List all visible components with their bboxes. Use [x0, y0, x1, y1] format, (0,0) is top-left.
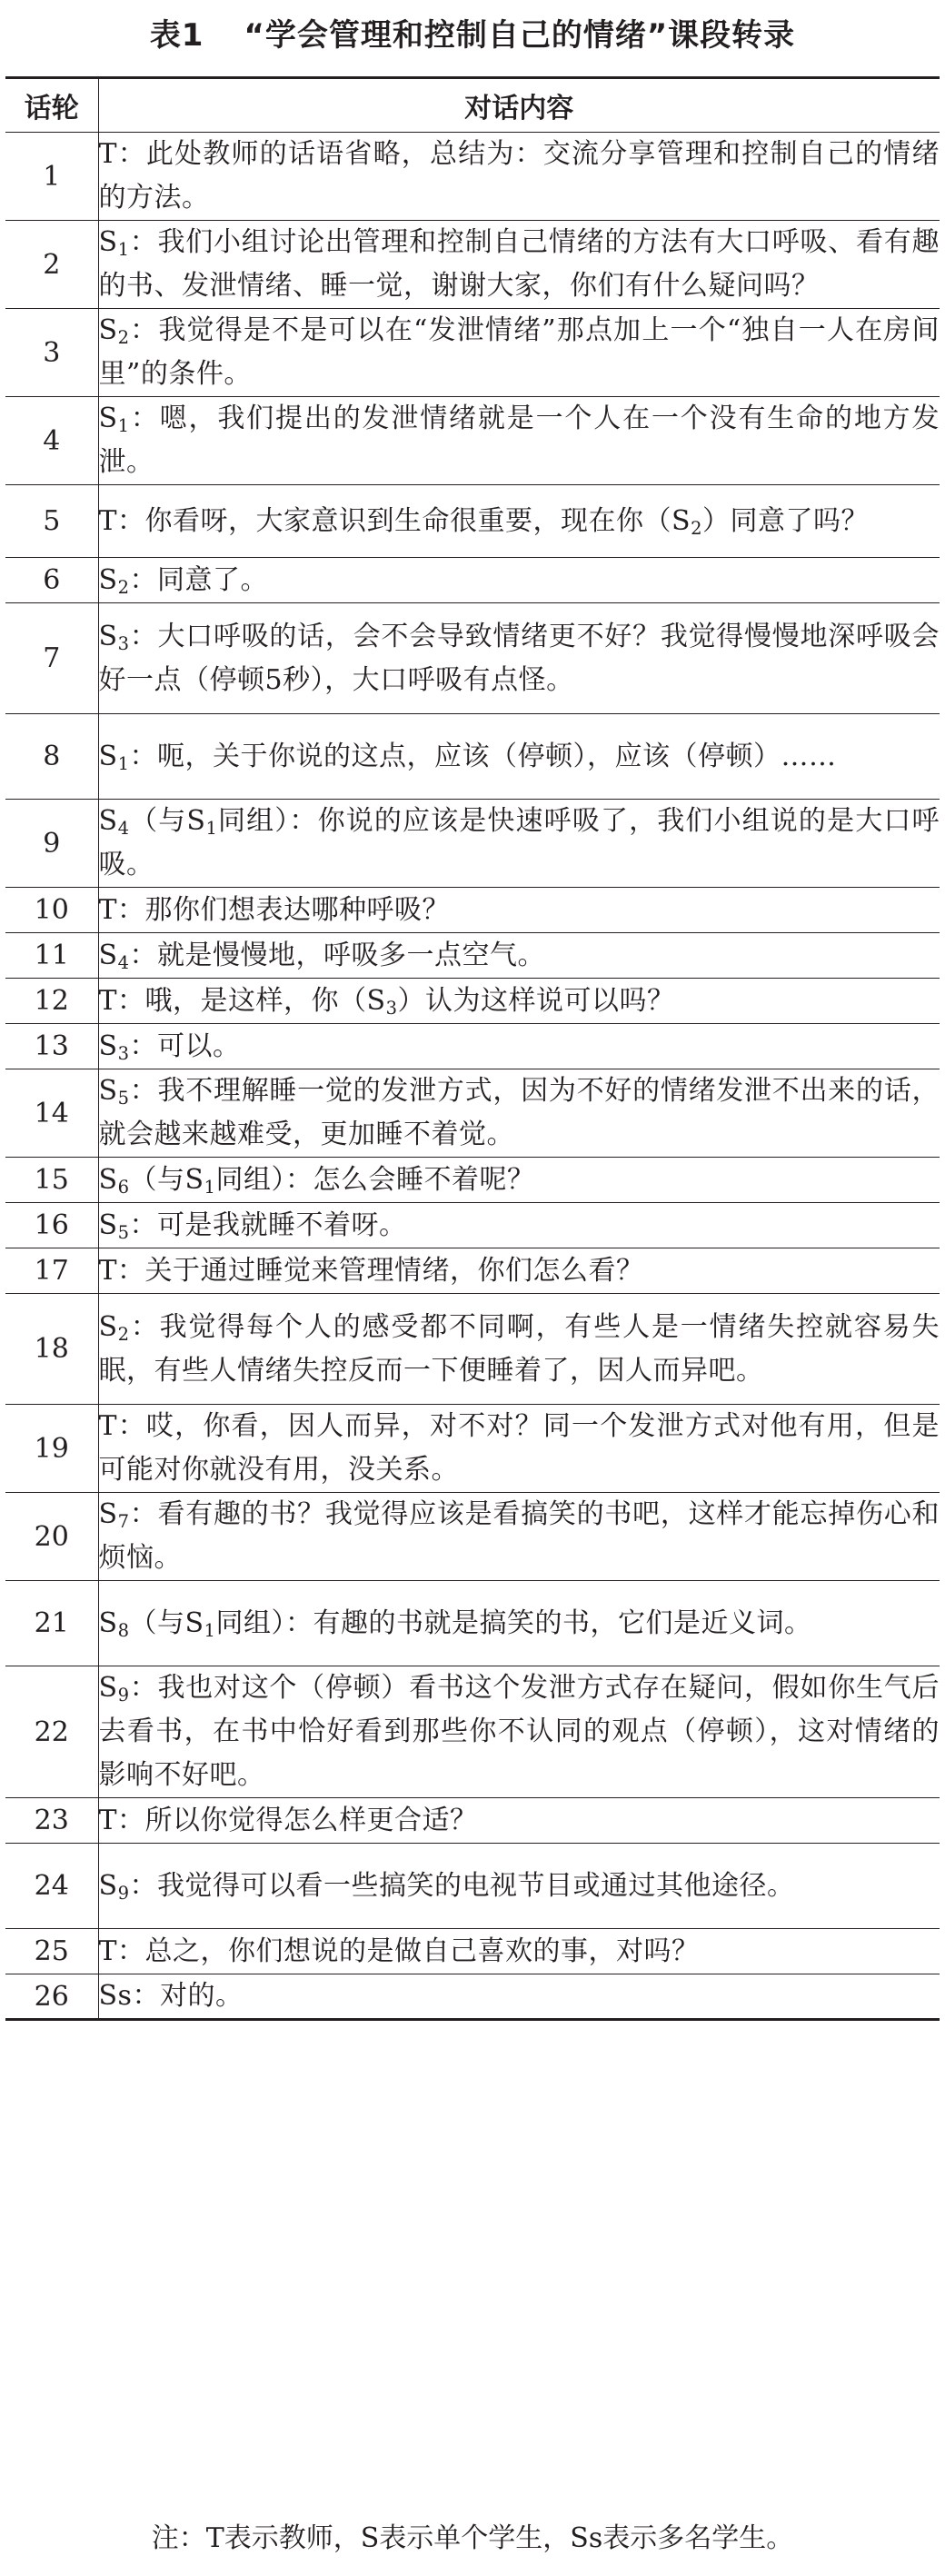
table-row: [5, 309, 940, 397]
turn-number: 6: [5, 558, 98, 603]
dialogue-content: $S_5$：我不理解睡一觉的发泄方式，因为不好的情绪发泄不出来的话，就会越来越难受，更加睡不着觉。: [98, 1069, 940, 1158]
dialogue-content: Ss：对的。: [98, 1974, 940, 2020]
table-row: [5, 979, 940, 1024]
table-row: [5, 1666, 940, 1798]
turn-number: 16: [5, 1203, 98, 1248]
table-row: [5, 485, 940, 558]
transcript-table: [5, 76, 940, 2021]
table-row: [5, 1798, 940, 1844]
dialogue-content: T：哦，是这样，你$(S_3)$认为这样说可以吗？: [98, 979, 940, 1024]
turn-number: 4: [5, 397, 98, 485]
turn-number: 15: [5, 1158, 98, 1203]
turn-number: 12: [5, 979, 98, 1024]
dialogue-content: $S_9$：我也对这个（停顿）看书这个发泄方式存在疑问，假如你生气后去看书，在书中恰好看到那些你不认同的观点（停顿），这对情绪的影响不好吧。: [98, 1666, 940, 1798]
table-note: 注：T表示教师，S表示单个学生，Ss表示多名学生。: [151, 2522, 794, 2554]
dialogue-content: $S_2$：我觉得每个人的感受都不同啊，有些人是一情绪失控就容易失眠，有些人情绪失控反而一下便睡着了，因人而异吧。: [98, 1294, 940, 1405]
dialogue-content: T：你看呀，大家意识到生命很重要，现在你$(S_2)$同意了吗？: [98, 485, 940, 558]
turn-number: 23: [5, 1798, 98, 1844]
dialogue-content: $S_8$（与$S_1$同组）：有趣的书就是搞笑的书，它们是近义词。: [98, 1581, 940, 1666]
table-row: [5, 397, 940, 485]
table-row: [5, 1929, 940, 1974]
dialogue-content: $S_9$：我觉得可以看一些搞笑的电视节目或通过其他途径。: [98, 1844, 940, 1929]
table-row: [5, 800, 940, 888]
table-row: [5, 1203, 940, 1248]
turn-number: 19: [5, 1405, 98, 1493]
dialogue-content: $S_6$（与$S_1$同组）：怎么会睡不着呢？: [98, 1158, 940, 1203]
dialogue-content: $S_1$：我们小组讨论出管理和控制自己情绪的方法有大口呼吸、看有趣的书、发泄情绪、睡一觉，谢谢大家，你们有什么疑问吗？: [98, 221, 940, 309]
turn-number: 7: [5, 603, 98, 714]
turn-number: 22: [5, 1666, 98, 1798]
table-row: [5, 221, 940, 309]
dialogue-content: $S_3$：大口呼吸的话，会不会导致情绪更不好？我觉得慢慢地深呼吸会好一点（停顿5秒），大口呼吸有点怪。: [98, 603, 940, 714]
header-content: 对话内容: [98, 78, 940, 133]
turn-number: 9: [5, 800, 98, 888]
table-row: [5, 1294, 940, 1405]
table-row: [5, 1069, 940, 1158]
dialogue-content: $S_1$：呃，关于你说的这点，应该（停顿），应该（停顿）……: [98, 714, 940, 800]
dialogue-content: $S_4$（与$S_1$同组）：你说的应该是快速呼吸了，我们小组说的是大口呼吸。: [98, 800, 940, 888]
table-row: [5, 1158, 940, 1203]
table-row: [5, 1493, 940, 1581]
turn-number: 5: [5, 485, 98, 558]
turn-number: 8: [5, 714, 98, 800]
table-row: [5, 1024, 940, 1069]
turn-number: 3: [5, 309, 98, 397]
turn-number: 10: [5, 888, 98, 933]
dialogue-content: $S_5$：可是我就睡不着呀。: [98, 1203, 940, 1248]
table-row: [5, 1405, 940, 1493]
turn-number: 24: [5, 1844, 98, 1929]
turn-number: 21: [5, 1581, 98, 1666]
dialogue-content: T：所以你觉得怎么样更合适？: [98, 1798, 940, 1844]
turn-number: 1: [5, 133, 98, 221]
dialogue-content: $S_2$：我觉得是不是可以在“发泄情绪”那点加上一个“独自一人在房间里”的条件。: [98, 309, 940, 397]
dialogue-content: $S_1$：嗯，我们提出的发泄情绪就是一个人在一个没有生命的地方发泄。: [98, 397, 940, 485]
table-row: [5, 1248, 940, 1294]
dialogue-content: T：此处教师的话语省略，总结为：交流分享管理和控制自己的情绪的方法。: [98, 133, 940, 221]
dialogue-content: T：关于通过睡觉来管理情绪，你们怎么看？: [98, 1248, 940, 1294]
table-header-row: [5, 78, 940, 133]
table-row: [5, 1844, 940, 1929]
table-title: “学会管理和控制自己的情绪”课段转录: [244, 17, 796, 54]
dialogue-content: T：哎，你看，因人而异，对不对？同一个发泄方式对他有用，但是可能对你就没有用，没关系。: [98, 1405, 940, 1493]
table-row: [5, 888, 940, 933]
table-row: [5, 1581, 940, 1666]
turn-number: 11: [5, 933, 98, 979]
turn-number: 17: [5, 1248, 98, 1294]
table-number: 表1: [149, 17, 204, 54]
table-row: [5, 603, 940, 714]
turn-number: 25: [5, 1929, 98, 1974]
turn-number: 18: [5, 1294, 98, 1405]
turn-number: 20: [5, 1493, 98, 1581]
dialogue-content: $S_2$：同意了。: [98, 558, 940, 603]
turn-number: 2: [5, 221, 98, 309]
table-row: [5, 933, 940, 979]
table-row: [5, 133, 940, 221]
table-row: [5, 558, 940, 603]
turn-number: 26: [5, 1974, 98, 2020]
dialogue-content: T：那你们想表达哪种呼吸？: [98, 888, 940, 933]
header-turn: 话轮: [5, 78, 98, 133]
dialogue-content: $S_7$：看有趣的书？我觉得应该是看搞笑的书吧，这样才能忘掉伤心和烦恼。: [98, 1493, 940, 1581]
dialogue-content: $S_4$：就是慢慢地，呼吸多一点空气。: [98, 933, 940, 979]
table-row: [5, 1974, 940, 2020]
dialogue-content: T：总之，你们想说的是做自己喜欢的事，对吗？: [98, 1929, 940, 1974]
turn-number: 14: [5, 1069, 98, 1158]
dialogue-content: $S_3$：可以。: [98, 1024, 940, 1069]
table-caption: [0, 4, 945, 67]
table-row: [5, 714, 940, 800]
turn-number: 13: [5, 1024, 98, 1069]
